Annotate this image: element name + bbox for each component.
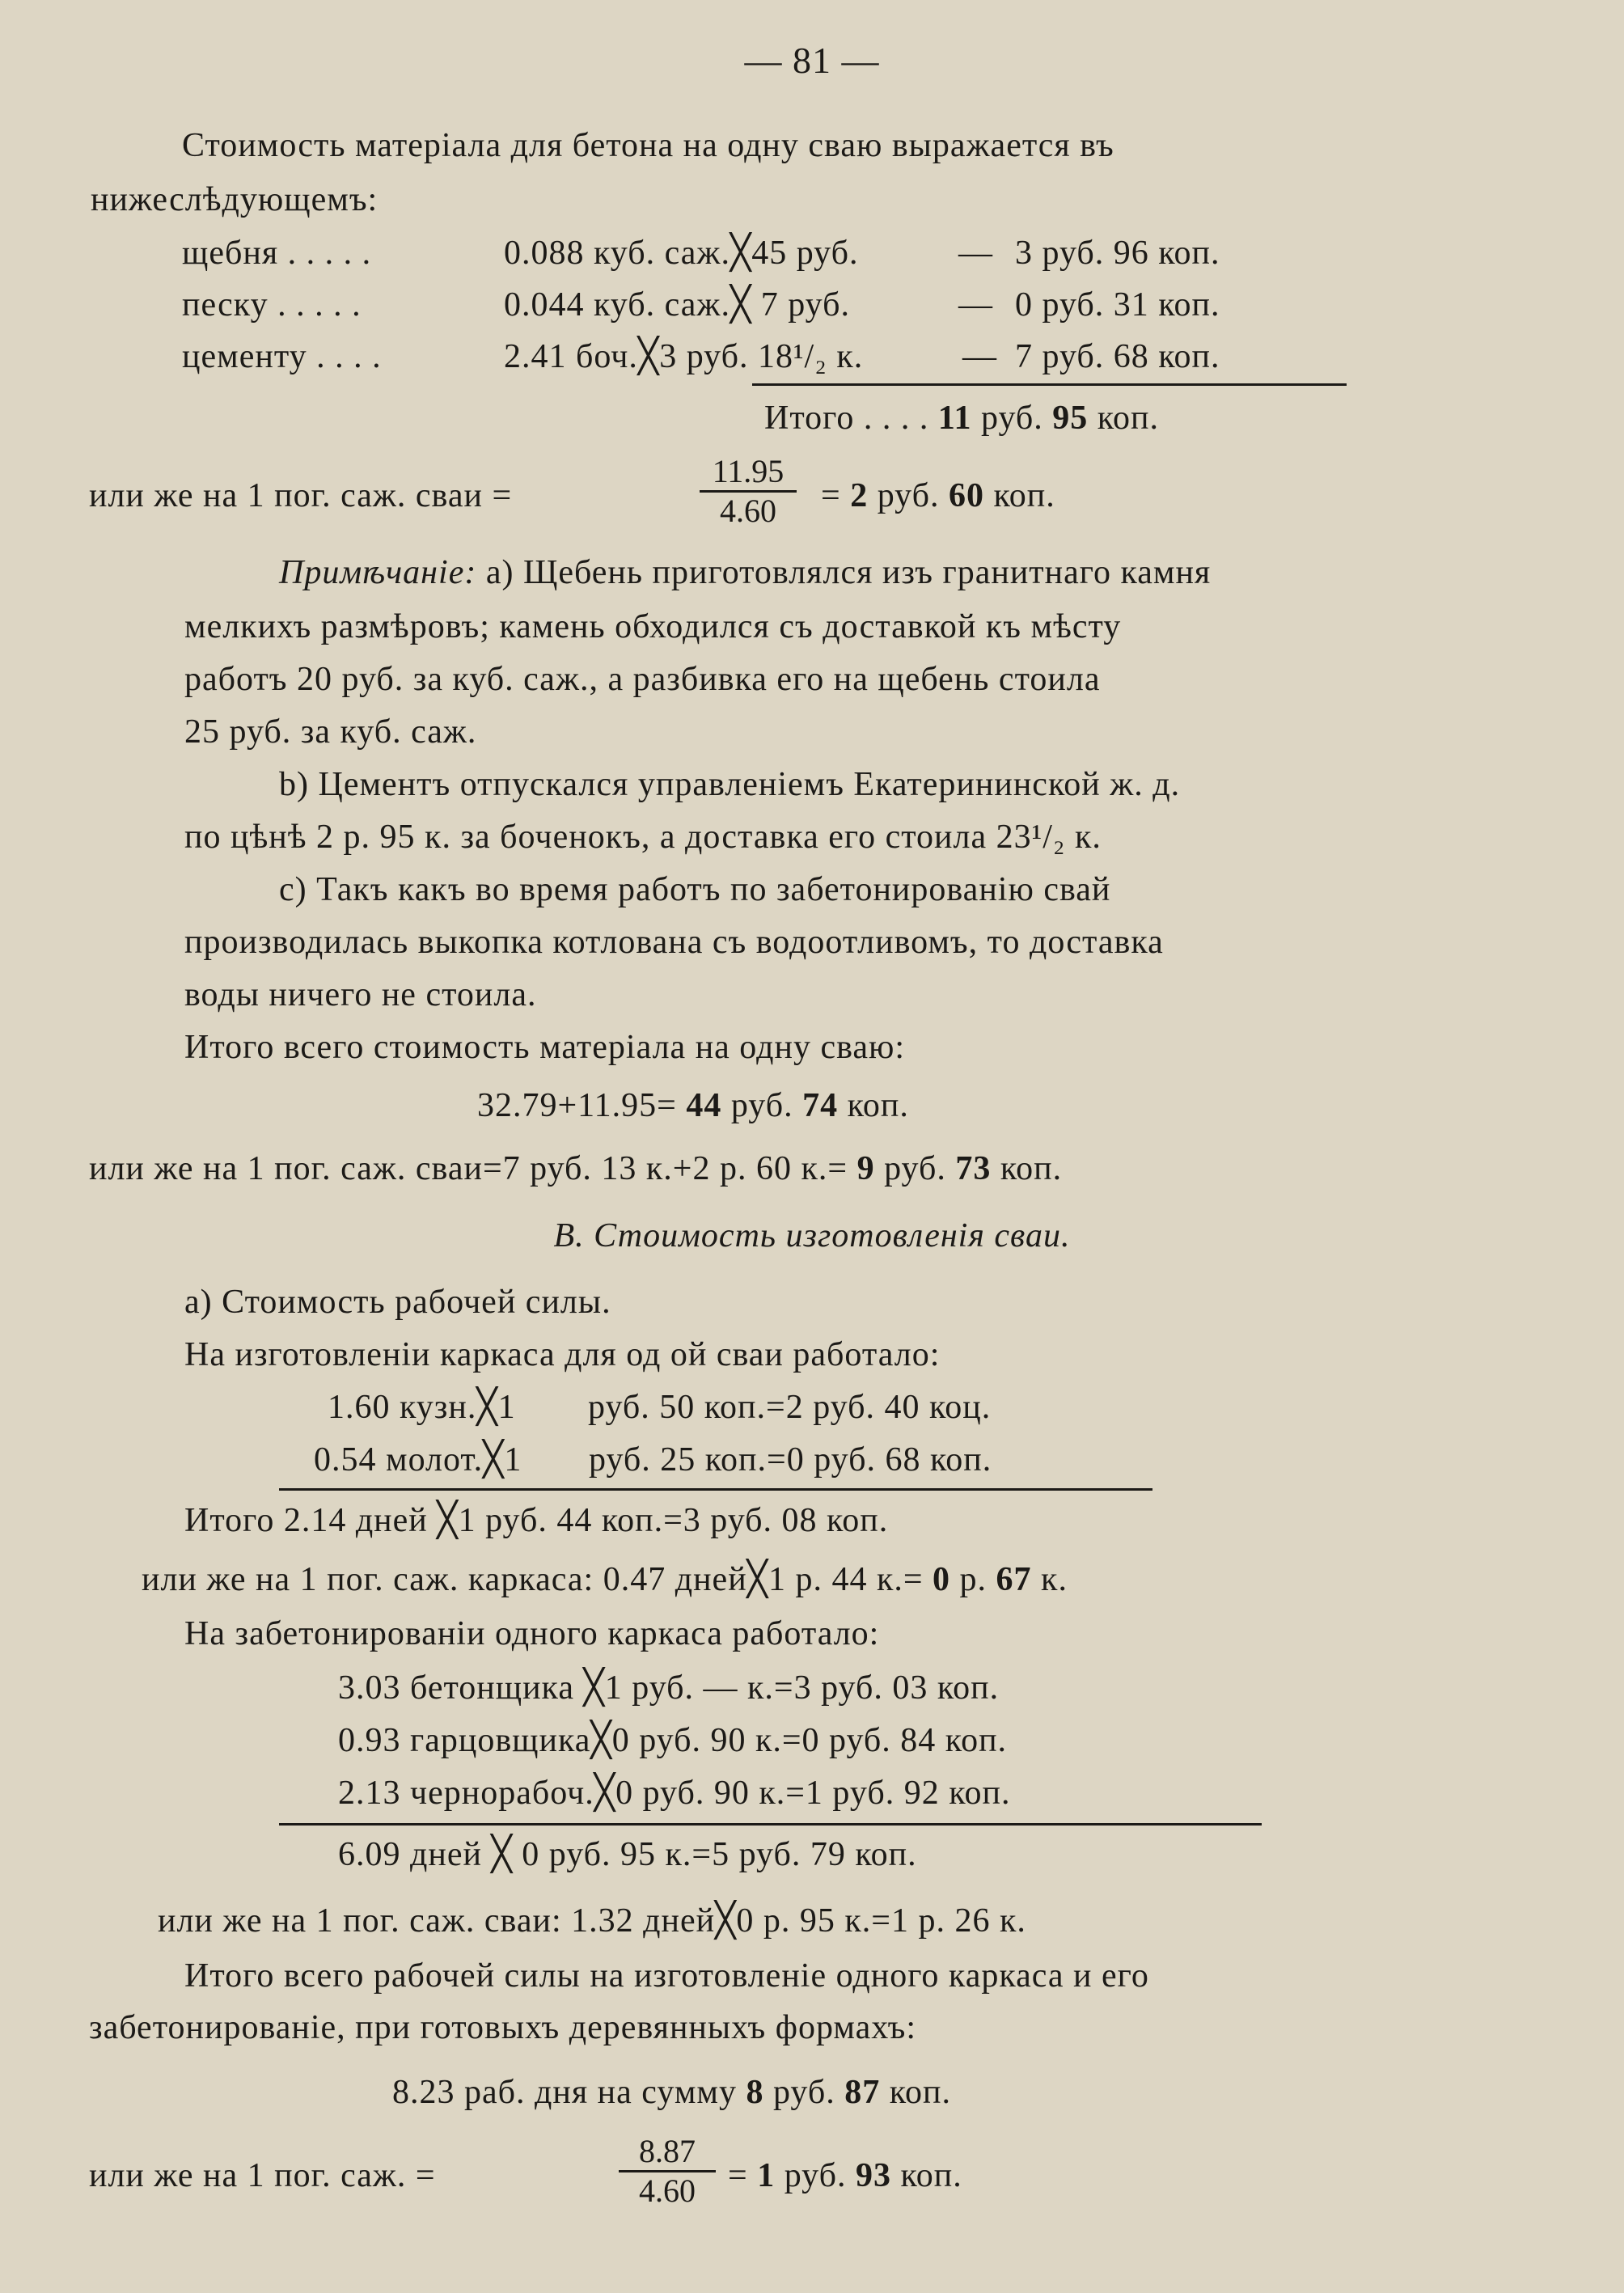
materials-total bbox=[764, 398, 1159, 438]
frame-row-cost: руб. 25 коп.=0 руб. 68 коп. bbox=[589, 1441, 992, 1479]
result-kop-unit: коп. bbox=[993, 477, 1055, 514]
concrete-row: 2.13 чернорабоч.╳0 руб. 90 к.=1 руб. 92 коп. bbox=[338, 1775, 1011, 1812]
material-row bbox=[182, 285, 1220, 325]
note-a-line-3: работъ 20 руб. за куб. саж., а разбивка его на щебень стоила bbox=[184, 661, 1101, 698]
frame-row bbox=[314, 1440, 992, 1480]
labor-total-line-1: Итого всего рабочей силы на изготовленіе одного каркаса и его bbox=[184, 1957, 1149, 1995]
per-prefix: или же на 1 пог. саж. сваи=7 руб. 13 к.+2 р. 60 к.= bbox=[89, 1150, 848, 1187]
labor-rub-unit: руб. bbox=[772, 2074, 835, 2111]
intro-line-2: нижеслѣдующемъ: bbox=[91, 181, 379, 218]
calc-rub-unit: руб. bbox=[730, 1087, 793, 1124]
note-b-line-2: по цѣнѣ 2 р. 95 к. за боченокъ, а доставка его стоила 23¹/₂ к. bbox=[184, 819, 1102, 856]
calc-rub: 44 bbox=[686, 1087, 722, 1124]
per-rub-unit: руб. bbox=[884, 1150, 946, 1187]
frame-row-worker: 0.54 молот.╳1 bbox=[314, 1441, 522, 1479]
equals-sign: = bbox=[821, 477, 841, 514]
frame-per-prefix: или же на 1 пог. саж. каркаса: 0.47 дней╳1 р. 44 к.= bbox=[142, 1561, 924, 1598]
material-total: 7 руб. 68 коп. bbox=[1015, 338, 1220, 375]
labor-per-kop-unit: коп. bbox=[900, 2157, 962, 2194]
material-row bbox=[182, 336, 1220, 377]
fraction bbox=[700, 453, 797, 530]
labor-per-result bbox=[728, 2156, 962, 2196]
frame-total: Итого 2.14 дней ╳1 руб. 44 коп.=3 руб. 08 коп. bbox=[184, 1502, 889, 1539]
total-kop-unit: коп. bbox=[1097, 400, 1160, 437]
grand-material-calc bbox=[477, 1085, 909, 1126]
total-rub-unit: руб. bbox=[981, 400, 1043, 437]
grand-material-per bbox=[89, 1149, 1062, 1189]
note-a-line-4: 25 руб. за куб. саж. bbox=[184, 713, 477, 751]
grand-material-intro: Итого всего стоимость матеріала на одну сваю: bbox=[184, 1029, 906, 1066]
material-name: цементу . . . . bbox=[182, 338, 382, 375]
frame-row bbox=[328, 1387, 992, 1428]
material-qty: 2.41 боч.╳3 руб. 18¹/₂ к. bbox=[504, 338, 864, 375]
material-qty: 0.088 куб. саж.╳45 руб. bbox=[504, 235, 859, 272]
labor-rub: 8 bbox=[746, 2074, 764, 2111]
calc-expression: 32.79+11.95= bbox=[477, 1087, 677, 1124]
frame-per-r-unit: р. bbox=[959, 1561, 988, 1598]
frame-per-k: 67 bbox=[996, 1561, 1032, 1598]
total-rub: 11 bbox=[937, 400, 972, 437]
total-rule bbox=[752, 383, 1347, 386]
labor-per-prefix: или же на 1 пог. саж. = bbox=[89, 2157, 436, 2194]
frame-per-r: 0 bbox=[933, 1561, 951, 1598]
frame-per bbox=[142, 1559, 1068, 1600]
labor-fraction-denominator: 4.60 bbox=[639, 2172, 696, 2209]
frame-row-worker: 1.60 кузн.╳1 bbox=[328, 1389, 516, 1426]
note-c-line-2: производилась выкопка котлована съ водоотливомъ, то доставка bbox=[184, 924, 1164, 961]
material-dash: — bbox=[958, 235, 993, 272]
material-name: песку . . . . . bbox=[182, 286, 362, 324]
concrete-row: 3.03 бетонщика ╳1 руб. — к.=3 руб. 03 коп. bbox=[338, 1669, 1000, 1707]
frame-per-k-unit: к. bbox=[1041, 1561, 1068, 1598]
labor-fraction bbox=[619, 2133, 716, 2210]
concrete-row: 0.93 гарцовщика╳0 руб. 90 к.=0 руб. 84 коп. bbox=[338, 1722, 1008, 1759]
labor-sum bbox=[392, 2072, 951, 2113]
frame-total-rule bbox=[279, 1488, 1152, 1491]
note-a-line-1 bbox=[279, 552, 1211, 593]
fraction-numerator: 11.95 bbox=[700, 453, 797, 493]
note-a-text: а) Щебень приготовлялся изъ гранитнаго камня bbox=[485, 554, 1212, 591]
labor-per-rub-unit: руб. bbox=[784, 2157, 847, 2194]
note-a-line-2: мелкихъ размѣровъ; камень обходился съ доставкой къ мѣсту bbox=[184, 608, 1122, 645]
total-label: Итого . . . . bbox=[764, 400, 929, 437]
section-heading-text: B. Стоимость изготовленія сваи. bbox=[553, 1217, 1071, 1254]
result-kop: 60 bbox=[948, 477, 984, 514]
note-c-line-1: c) Такъ какъ во время работъ по забетонированію свай bbox=[279, 871, 1111, 908]
equals-sign: = bbox=[728, 2157, 748, 2194]
note-label: Примѣчаніе: bbox=[279, 554, 477, 591]
result-rub-unit: руб. bbox=[877, 477, 940, 514]
labor-cost-label: а) Стоимость рабочей силы. bbox=[184, 1284, 611, 1321]
calc-kop-unit: коп. bbox=[847, 1087, 909, 1124]
page-number: — 81 — bbox=[744, 40, 880, 81]
per-kop: 73 bbox=[955, 1150, 992, 1187]
concrete-per: или же на 1 пог. саж. сваи: 1.32 дней╳0 р. 95 к.=1 р. 26 к. bbox=[158, 1902, 1026, 1940]
note-b-line-1: b) Цементъ отпускался управленіемъ Екатерининской ж. д. bbox=[279, 766, 1181, 803]
per-sazhen-prefix: или же на 1 пог. саж. сваи = bbox=[89, 477, 513, 514]
labor-per-kop: 93 bbox=[855, 2157, 891, 2194]
material-name: щебня . . . . . bbox=[182, 235, 372, 272]
concrete-total: 6.09 дней ╳ 0 руб. 95 к.=5 руб. 79 коп. bbox=[338, 1836, 917, 1873]
per-kop-unit: коп. bbox=[1000, 1150, 1063, 1187]
material-dash: — bbox=[958, 286, 993, 324]
result-rub: 2 bbox=[850, 477, 869, 514]
total-kop: 95 bbox=[1052, 400, 1089, 437]
calc-kop: 74 bbox=[802, 1087, 839, 1124]
concrete-total-rule bbox=[279, 1823, 1262, 1826]
fraction-denominator: 4.60 bbox=[720, 493, 776, 529]
labor-per-rub: 1 bbox=[757, 2157, 776, 2194]
section-heading bbox=[0, 1216, 1624, 1256]
labor-sum-prefix: 8.23 раб. дня на сумму bbox=[392, 2074, 737, 2111]
frame-row-cost: руб. 50 коп.=2 руб. 40 коц. bbox=[588, 1389, 992, 1426]
note-c-line-3: воды ничего не стоила. bbox=[184, 976, 537, 1013]
labor-kop-unit: коп. bbox=[889, 2074, 951, 2111]
material-total: 0 руб. 31 коп. bbox=[1015, 286, 1220, 324]
labor-total-line-2: забетонированіе, при готовыхъ деревянныхъ формахъ: bbox=[89, 2009, 917, 2046]
material-qty: 0.044 куб. саж.╳ 7 руб. bbox=[504, 286, 850, 324]
labor-fraction-numerator: 8.87 bbox=[619, 2133, 716, 2172]
labor-kop: 87 bbox=[844, 2074, 881, 2111]
intro-line-1: Стоимость матеріала для бетона на одну сваю выражается въ bbox=[182, 127, 1114, 164]
material-row bbox=[182, 233, 1220, 273]
per-sazhen-result bbox=[821, 476, 1055, 516]
concrete-intro: На забетонированіи одного каркаса работало: bbox=[184, 1615, 880, 1652]
material-total: 3 руб. 96 коп. bbox=[1015, 235, 1220, 272]
per-rub: 9 bbox=[856, 1150, 875, 1187]
frame-intro: На изготовленіи каркаса для од ой сваи работало: bbox=[184, 1336, 941, 1373]
material-dash: — bbox=[962, 338, 997, 375]
